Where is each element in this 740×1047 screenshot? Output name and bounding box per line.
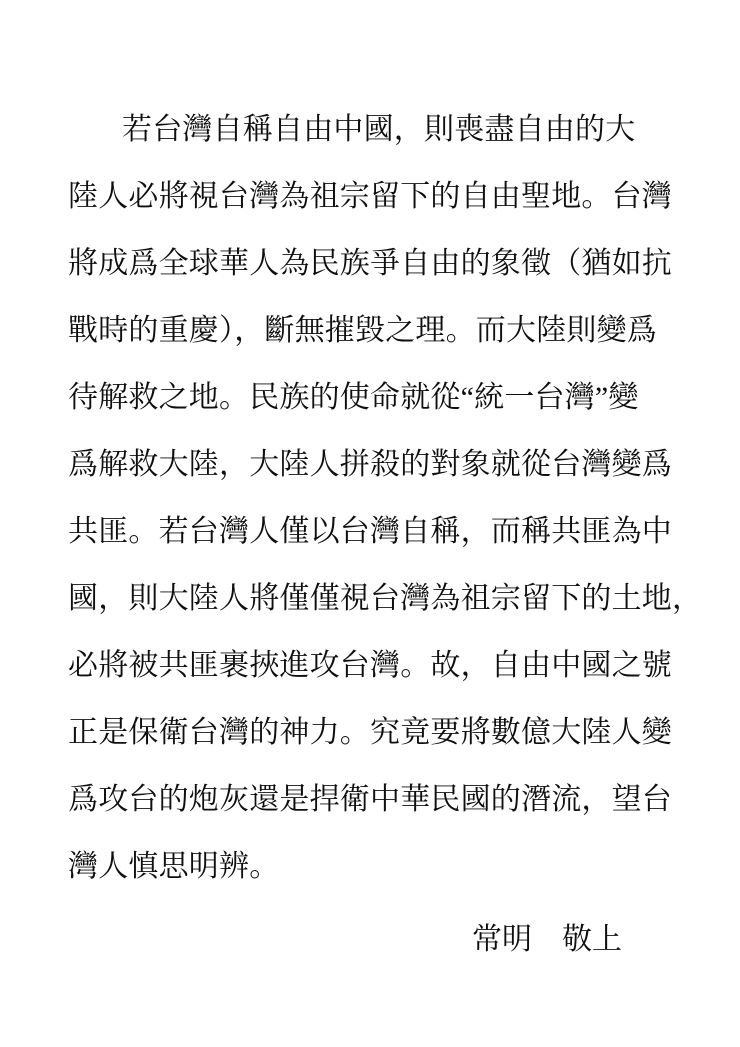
letter-line: 必將被共匪裹挾進攻台灣。故，自由中國之號: [68, 649, 672, 682]
letter-line: 陸人必將視台灣為祖宗留下的自由聖地。台灣: [68, 180, 672, 213]
letter-line: 待解救之地。民族的使命就從“統一台灣”變: [68, 381, 639, 414]
letter-line: 灣人慎思明辨。: [68, 850, 280, 883]
letter-line: 將成爲全球華人為民族爭自由的象徵（猶如抗: [68, 247, 672, 280]
letter-line: 正是保衛台灣的神力。究竟要將數億大陸人變: [68, 716, 672, 749]
letter-line: 爲解救大陸，大陸人拼殺的對象就從台灣變爲: [68, 448, 672, 481]
letter-line: 戰時的重慶），斷無摧毀之理。而大陸則變爲: [68, 314, 657, 347]
letter-line: 國，則大陸人將僅僅視台灣為祖宗留下的土地，: [68, 582, 703, 615]
letter-line: 若台灣自稱自由中國，則喪盡自由的大: [122, 113, 636, 146]
letter-line: 爲攻台的炮灰還是捍衛中華民國的潛流，望台: [68, 783, 672, 816]
signature: 常明 敬上: [472, 923, 622, 956]
letter-body: [68, 96, 703, 970]
letter-line: 共匪。若台灣人僅以台灣自稱，而稱共匪為中: [68, 515, 672, 548]
